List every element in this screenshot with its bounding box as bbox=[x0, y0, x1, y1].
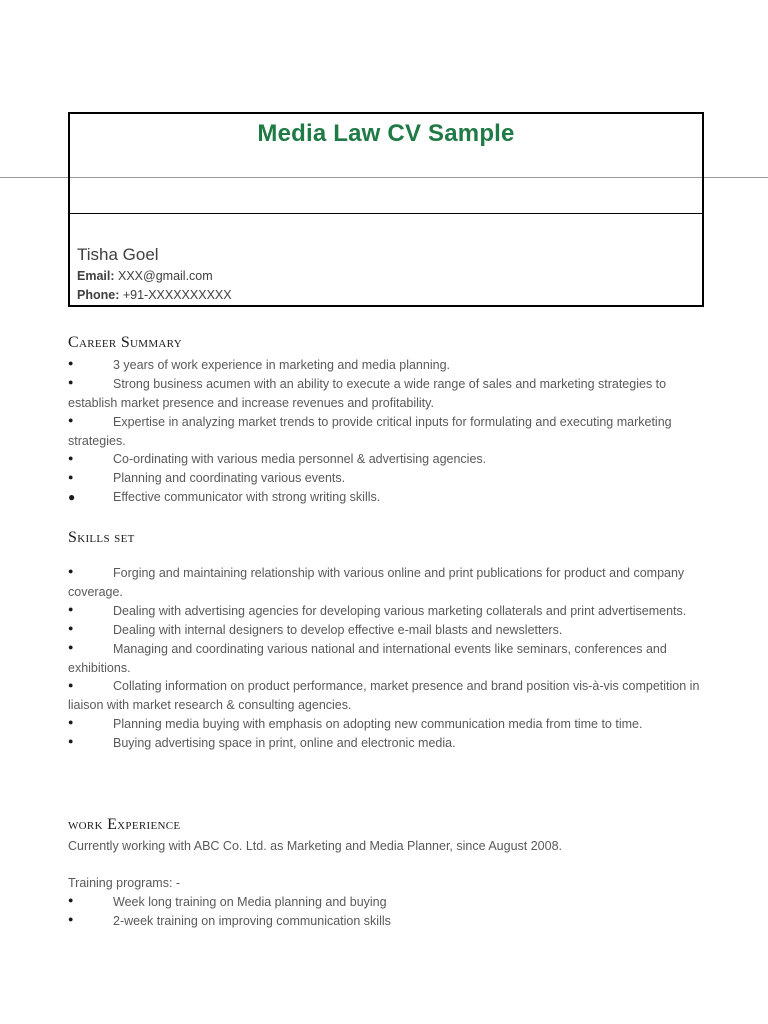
current-position: Currently working with ABC Co. Ltd. as Marketing and Media Planner, since August 2008. bbox=[68, 839, 563, 853]
skills-set-heading: Skills set bbox=[68, 529, 135, 546]
bullet-icon: ● bbox=[68, 604, 74, 614]
list-item: ● Buying advertising space in print, online and electronic media. bbox=[68, 734, 708, 753]
bullet-icon: ● bbox=[68, 377, 74, 388]
list-item: ● Forging and maintaining relationship with various online and print publications for product and company coverage. bbox=[68, 564, 708, 602]
list-item: ● 2-week training on improving communication skills bbox=[68, 912, 708, 931]
phone-line bbox=[77, 288, 232, 302]
bullet-icon: ● bbox=[68, 415, 74, 425]
list-item: ● Managing and coordinating various national and international events like seminars, conferences and exhibitions. bbox=[68, 640, 708, 678]
header-divider bbox=[70, 213, 702, 214]
email-value: XXX@gmail.com bbox=[118, 269, 213, 283]
list-item: ● Collating information on product performance, market presence and brand position vis-à-vis competition in liaison with market research & consulting agencies. bbox=[68, 677, 708, 715]
bullet-icon: ● bbox=[68, 489, 76, 504]
list-item: ● Planning media buying with emphasis on adopting new communication media from time to time. bbox=[68, 715, 708, 734]
list-item: ● Co-ordinating with various media personnel & advertising agencies. bbox=[68, 450, 708, 469]
list-item: ● Week long training on Media planning and buying bbox=[68, 893, 708, 912]
list-item: ● Effective communicator with strong writing skills. bbox=[68, 489, 381, 505]
cv-header-box bbox=[68, 112, 704, 307]
list-item: ● Planning and coordinating various events. bbox=[68, 469, 708, 488]
bullet-icon: ● bbox=[68, 471, 74, 482]
email-label: Email: bbox=[77, 269, 115, 283]
bullet-icon: ● bbox=[68, 623, 74, 633]
list-item: ● Dealing with advertising agencies for developing various marketing collaterals and print advertisements. bbox=[68, 602, 708, 621]
email-line bbox=[77, 269, 213, 283]
bullet-icon: ● bbox=[68, 642, 74, 652]
spacer bbox=[68, 856, 708, 875]
work-experience-body bbox=[68, 837, 708, 931]
list-item: ● Expertise in analyzing market trends to provide critical inputs for formulating and executing marketing strategies. bbox=[68, 413, 708, 451]
career-summary-list bbox=[68, 356, 708, 507]
bullet-icon: ● bbox=[68, 679, 74, 690]
phone-value: +91-XXXXXXXXXX bbox=[122, 288, 232, 302]
bullet-icon: ● bbox=[68, 452, 74, 463]
person-name: Tisha Goel bbox=[77, 245, 159, 264]
bullet-icon: ● bbox=[68, 914, 74, 925]
bullet-icon: ● bbox=[68, 717, 74, 728]
skills-set-list bbox=[68, 564, 708, 753]
training-label: Training programs: - bbox=[68, 876, 181, 891]
bullet-icon: ● bbox=[68, 566, 74, 577]
work-experience-heading: work Experience bbox=[68, 816, 181, 833]
bullet-icon: ● bbox=[68, 736, 74, 747]
list-item: ● Strong business acumen with an ability to execute a wide range of sales and marketing strategies to establish market presence and increase revenues and profitability. bbox=[68, 375, 708, 413]
list-item: ● 3 years of work experience in marketing and media planning. bbox=[68, 356, 708, 375]
list-item: ● Dealing with internal designers to develop effective e-mail blasts and newsletters. bbox=[68, 621, 708, 640]
cv-title: Media Law CV Sample bbox=[257, 120, 515, 147]
career-summary-heading: Career Summary bbox=[68, 334, 182, 351]
bullet-icon: ● bbox=[68, 358, 74, 369]
phone-label: Phone: bbox=[77, 288, 120, 302]
bullet-icon: ● bbox=[68, 895, 74, 906]
